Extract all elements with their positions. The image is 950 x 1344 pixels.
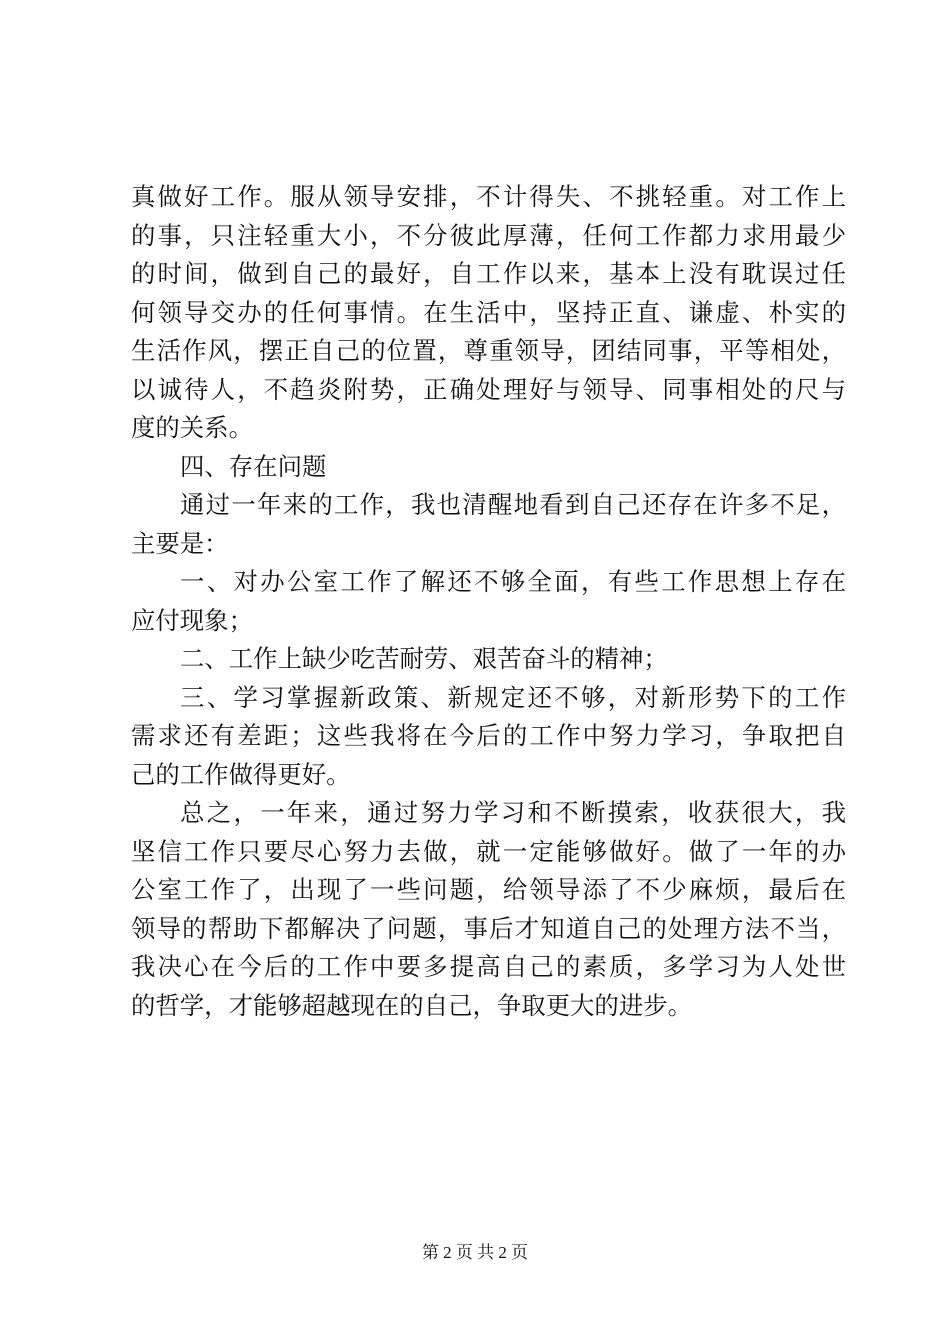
document-body [131, 178, 846, 1025]
paragraph-line: 度的关系。 [131, 413, 253, 442]
paragraph-line: 三、学习掌握新政策、新规定还不够，对新形势下的工作 [180, 682, 846, 712]
paragraph-line: 通过一年来的工作，我也清醒地看到自己还存在许多不足， [180, 490, 846, 519]
paragraph-line: 己的工作做得更好。 [131, 759, 351, 789]
paragraph-line: 的时间，做到自己的最好，自工作以来，基本上没有耽误过任 [131, 259, 846, 288]
paragraph-line: 一、对办公室工作了解还不够全面，有些工作思想上存在 [180, 567, 846, 596]
paragraph-line: 真做好工作。服从领导安排，不计得失、不挑轻重。对工作上 [131, 182, 846, 211]
paragraph-line: 主要是： [131, 528, 229, 558]
paragraph-line: 坚信工作只要尽心努力去做，就一定能够做好。做了一年的办 [131, 836, 846, 866]
paragraph-line: 需求还有差距；这些我将在今后的工作中努力学习，争取把自 [131, 721, 846, 750]
paragraph-line: 领导的帮助下都解决了问题，事后才知道自己的处理方法不当， [131, 913, 846, 943]
paragraph-line: 的事，只注轻重大小，不分彼此厚薄，任何工作都力求用最少 [131, 220, 846, 250]
paragraph-line: 以诚待人，不趋炎附势，正确处理好与领导、同事相处的尺与 [131, 374, 846, 404]
paragraph-line: 公室工作了，出现了一些问题，给领导添了不少麻烦，最后在 [131, 875, 846, 904]
paragraph-line: 我决心在今后的工作中要多提高自己的素质，多学习为人处世 [131, 952, 846, 981]
paragraph-line: 总之，一年来，通过努力学习和不断摸索，收获很大，我 [180, 798, 846, 827]
paragraph-line: 生活作风，摆正自己的位置，尊重领导，团结同事，平等相处， [131, 336, 846, 365]
paragraph-line: 四、存在问题 [180, 451, 327, 481]
page-footer: 第 2 页 共 2 页 [421, 1243, 529, 1262]
paragraph-line: 二、工作上缺少吃苦耐劳、艰苦奋斗的精神； [180, 644, 668, 673]
paragraph-line: 的哲学，才能够超越现在的自己，争取更大的进步。 [131, 990, 692, 1020]
paragraph-line: 何领导交办的任何事情。在生活中，坚持正直、谦虚、朴实的 [131, 297, 846, 327]
paragraph-line: 应付现象； [131, 605, 253, 635]
